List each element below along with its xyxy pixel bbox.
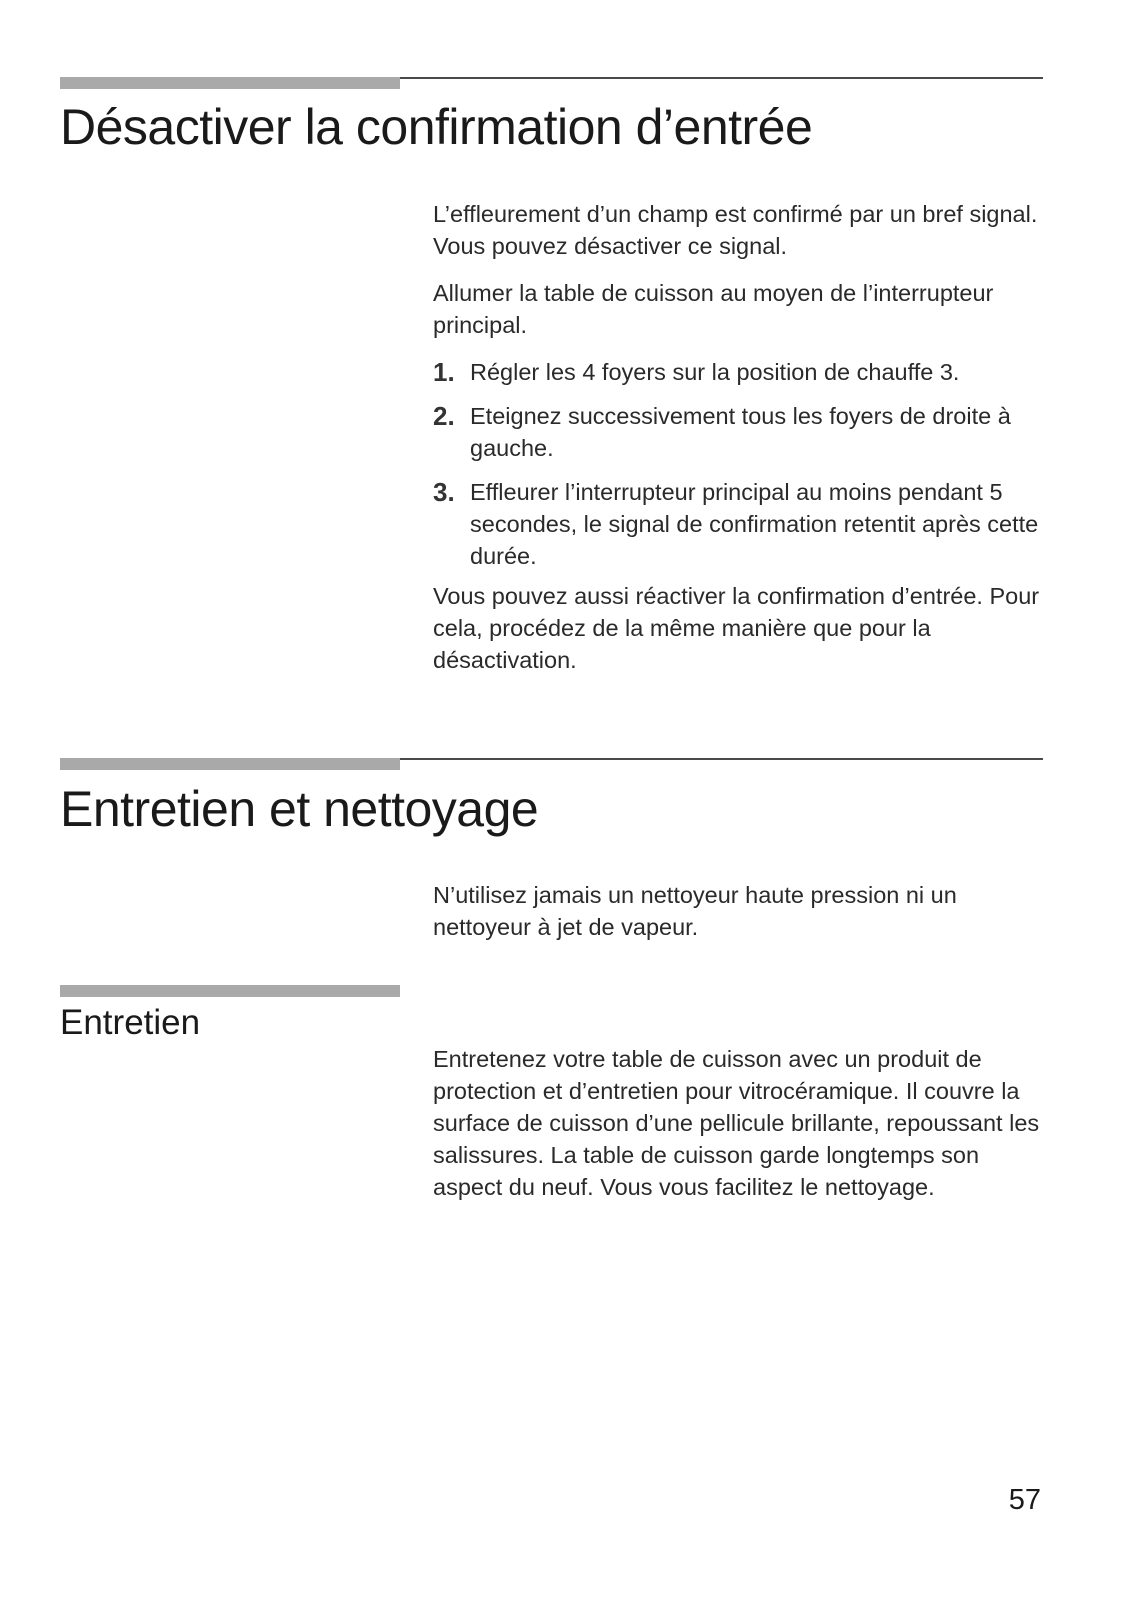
instruction-paragraph: Allumer la table de cuisson au moyen de l’interrupteur principal. (433, 280, 994, 338)
section-body (433, 198, 1043, 676)
warning-paragraph: N’utilisez jamais un nettoyeur haute pression ni un nettoyeur à jet de vapeur. (433, 882, 957, 940)
subsection-divider (60, 985, 400, 999)
section-title: Entretien et nettoyage (60, 781, 539, 837)
step-text: Effleurer l’interrupteur principal au moins pendant 5 secondes, le signal de confirmation retentit après cette durée. (470, 479, 1039, 569)
divider-bar (60, 77, 400, 89)
step-text: Eteignez successivement tous les foyers de droite à gauche. (470, 403, 1011, 461)
warning-text (433, 879, 1043, 943)
divider-bar (60, 985, 400, 997)
section-divider (60, 758, 1043, 772)
section-divider (60, 77, 1043, 91)
page-number: 57 (1008, 1484, 1041, 1516)
divider-bar (60, 758, 400, 770)
step-number: 2. (433, 401, 455, 431)
subsection-body (433, 1043, 1043, 1203)
step-item (433, 476, 1043, 572)
step-number: 3. (433, 477, 455, 507)
step-number: 1. (433, 357, 455, 387)
step-item (433, 400, 1043, 464)
intro-paragraph: L’effleurement d’un champ est confirmé par un bref signal. Vous pouvez désactiver ce signal. (433, 201, 1038, 259)
subsection-title: Entretien (60, 1003, 201, 1042)
step-text: Régler les 4 foyers sur la position de chauffe 3. (470, 359, 960, 385)
section-title: Désactiver la confirmation d’entrée (60, 99, 813, 155)
body-paragraph: Entretenez votre table de cuisson avec un produit de protection et d’entretien pour vitrocéramique. Il couvre la surface de cuisson d’une pellicule brillante, repoussant les salissures. La table de cuisson garde longtemps son aspect du neuf. Vous vous facilitez le nettoyage. (433, 1046, 1040, 1200)
outro-paragraph: Vous pouvez aussi réactiver la confirmation d’entrée. Pour cela, procédez de la même manière que pour la désactivation. (433, 583, 1040, 673)
step-item (433, 356, 1043, 388)
